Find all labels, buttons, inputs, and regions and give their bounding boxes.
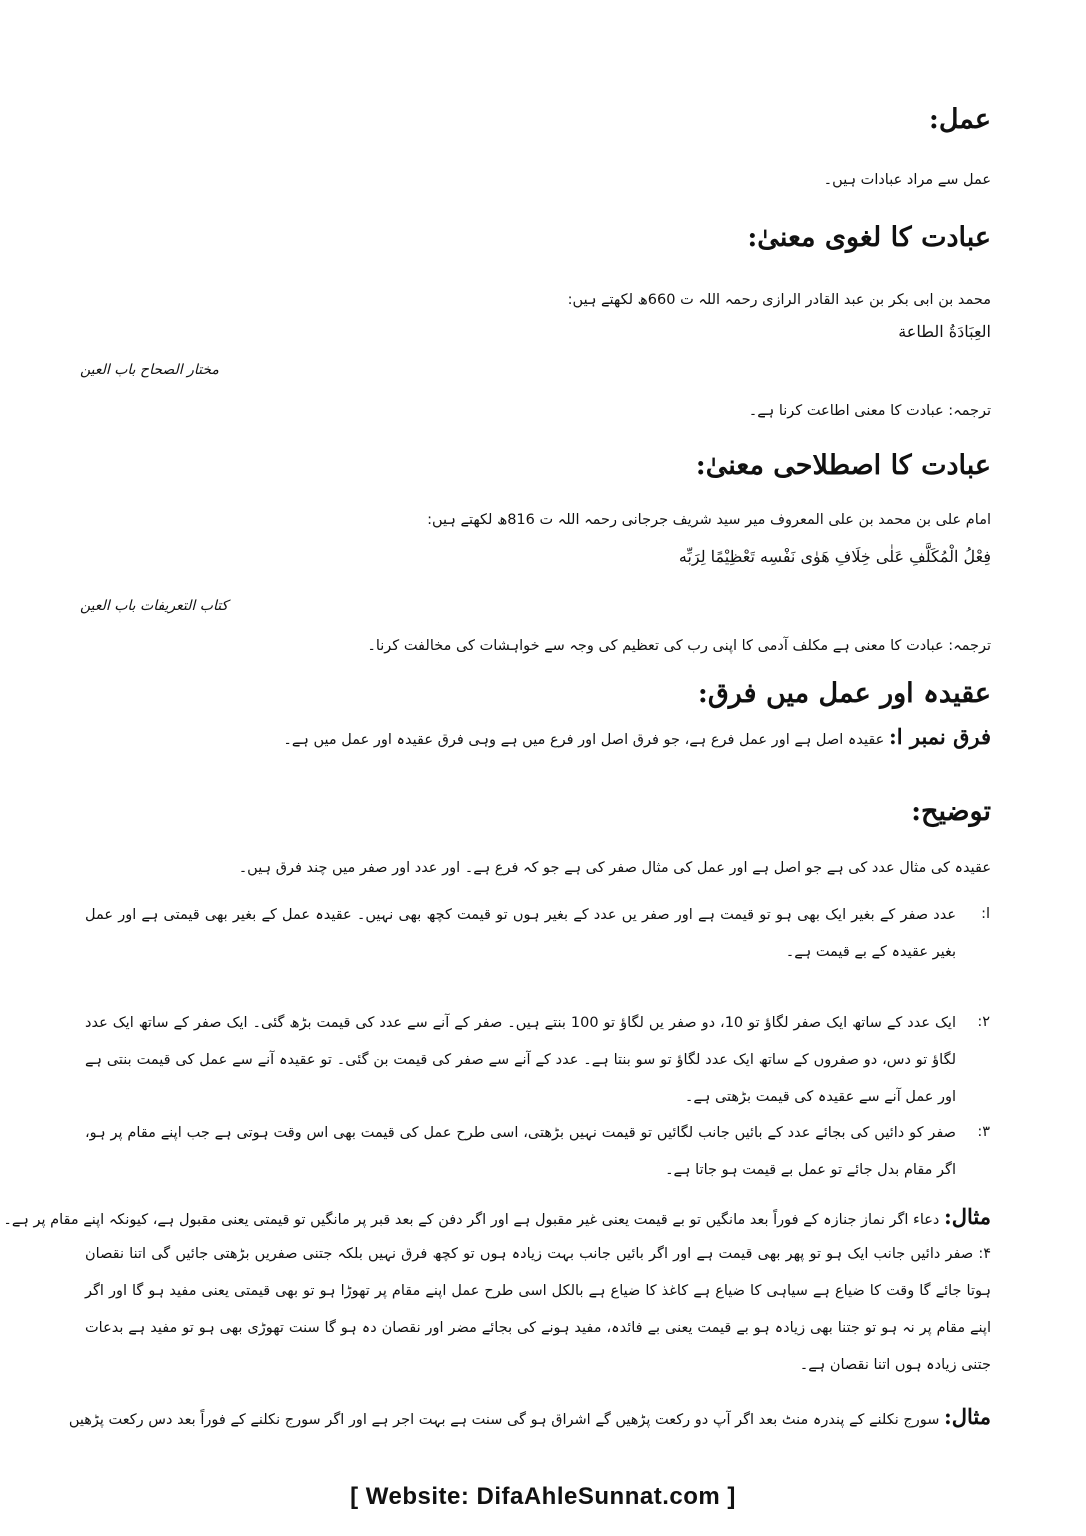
point-4-text: صفر دائیں جانب ایک ہو تو پھر بھی قیمت ہے اور اگر بائیں جانب بہت زیادہ ہوں تو کچھ فرق نہیں بلکہ جتنی صفریں بڑھتی جائیں گی اتنا نقصان ہوتا جائے گا وقت کا ضیاع ہے سیاہی کا ضیاع ہے کاغذ کا ضیاع ہے بالکل اسی طرح عمل اپنے مقام پر تھوڑا ہو تو بھی قیمتی یعنی مفید ہو گا اور اگر اپنے مقام پر نہ ہو تو جتنا بھی زیادہ ہو بے قیمت یعنی بے فائدہ، مفید ہونے کی بجائے مضر اور نقصان دہ ہو گا سنت تھوڑی بھی ہو تو مفید ہے بدعات جتنی زیادہ ہوں اتنا نقصان ہے۔: [85, 1246, 991, 1373]
misal-2-text: سورج نکلنے کے پندرہ منٹ بعد اگر آپ دو رکعت پڑھیں گے اشراق ہو گی سنت ہے بہت اجر ہے اور اگر سورج نکلنے کے فوراً بعد دس رکعت پڑھیں: [68, 1412, 940, 1428]
misal-2: [68, 1404, 991, 1429]
heading-lughawi-meaning: عبادت کا لغوی معنیٰ:: [747, 222, 991, 253]
istilahi-reference: کتاب التعریفات باب العین: [80, 598, 229, 614]
lughawi-translation: ترجمہ: عبادت کا معنی اطاعت کرنا ہے۔: [748, 403, 991, 419]
heading-tauzeeh: توضیح:: [911, 796, 991, 827]
heading-aqeedah-amal-difference: عقیدہ اور عمل میں فرق:: [697, 678, 991, 709]
misal-1: [3, 1204, 991, 1229]
point-4-number: ۴:: [978, 1246, 991, 1262]
istilahi-arabic-text: فِعْلُ الْمُكَلَّفِ عَلٰى خِلَافِ هَوٰى نَفْسِه تَعْظِيْمًا لِرَبِّه: [678, 547, 991, 566]
istilahi-translation: ترجمہ: عبادت کا معنی ہے مکلف آدمی کا اپنی رب کی تعظیم کی وجہ سے خواہشات کی مخالفت کرنا۔: [367, 638, 991, 654]
website-footer[interactable]: [ Website: DifaAhleSunnat.com ]: [350, 1483, 736, 1510]
point-2-number: ۲:: [977, 1014, 990, 1030]
point-3-number: ۳:: [977, 1124, 990, 1140]
lughawi-author-line: محمد بن ابی بکر بن عبد القادر الرازی رحمہ اللہ ت 660ھ لکھتے ہیں:: [567, 292, 991, 308]
point-1-text: عدد صفر کے بغیر ایک بھی ہو تو قیمت ہے اور صفر یں عدد کے بغیر ہوں تو قیمت کچھ بھی نہیں۔ عقیدہ عمل کے بغیر بھی قیمتی ہے اور عمل بغیر عقیدہ کے بے قیمت ہے۔: [85, 907, 956, 960]
misal-2-lead: مثال:: [944, 1404, 991, 1429]
lughawi-reference: مختار الصحاح باب العین: [80, 362, 219, 378]
farq-number-one: [85, 724, 991, 749]
amal-definition: عمل سے مراد عبادات ہیں۔: [823, 172, 991, 188]
point-1-number: ا:: [981, 906, 990, 922]
point-4: [85, 1236, 991, 1384]
point-2-text: ایک عدد کے ساتھ ایک صفر لگاؤ تو 10، دو صفر یں لگاؤ تو 100 بنتے ہیں۔ صفر کے آنے سے عدد کی قیمت بڑھ گئی۔ ایک صفر کے ساتھ ایک عدد لگاؤ تو دس، دو صفروں کے ساتھ ایک عدد لگاؤ تو سو بنتا ہے۔ عدد کے آنے سے صفر کی قیمت بن گئی۔ تو عقیدہ آنے سے عمل کی قیمت بنتی ہے اور عمل آنے سے عقیدہ کی قیمت بڑھتی ہے۔: [85, 1015, 956, 1105]
heading-amal: عمل:: [928, 104, 991, 135]
heading-istilahi-meaning: عبادت کا اصطلاحی معنیٰ:: [695, 450, 991, 481]
lughawi-arabic-text: العِبَادَةُ الطاعة: [898, 322, 991, 341]
farq-text: عقیدہ اصل ہے اور عمل فرع ہے، جو فرق اصل اور فرع میں ہے وہی فرق عقیدہ اور عمل میں ہے۔: [283, 732, 885, 748]
misal-1-text: دعاء اگر نماز جنازہ کے فوراً بعد مانگیں تو بے قیمت یعنی غیر مقبول ہے اور اگر دفن کے بعد قبر پر مانگیں تو قیمتی یعنی مقبول ہے، کیونکہ اپنے مقام پر ہے۔: [3, 1212, 940, 1228]
istilahi-author-line: امام علی بن محمد بن علی المعروف میر سید شریف جرجانی رحمہ اللہ ت 816ھ لکھتے ہیں:: [427, 512, 991, 528]
farq-lead-label: فرق نمبر ا:: [888, 724, 991, 749]
tauzeeh-intro: عقیدہ کی مثال عدد کی ہے جو اصل ہے اور عمل کی مثال صفر کی ہے جو کہ فرع ہے۔ اور عدد اور صفر میں چند فرق ہیں۔: [238, 860, 991, 876]
point-3-text: صفر کو دائیں کی بجائے عدد کے بائیں جانب لگائیں تو قیمت نہیں بڑھتی، اسی طرح عمل کی قیمت بھی اس وقت ہوتی ہے جب اپنے مقام پر ہو، اگر مقام بدل جائے تو عمل بے قیمت ہو جاتا ہے۔: [85, 1125, 956, 1178]
misal-1-lead: مثال:: [944, 1204, 991, 1229]
